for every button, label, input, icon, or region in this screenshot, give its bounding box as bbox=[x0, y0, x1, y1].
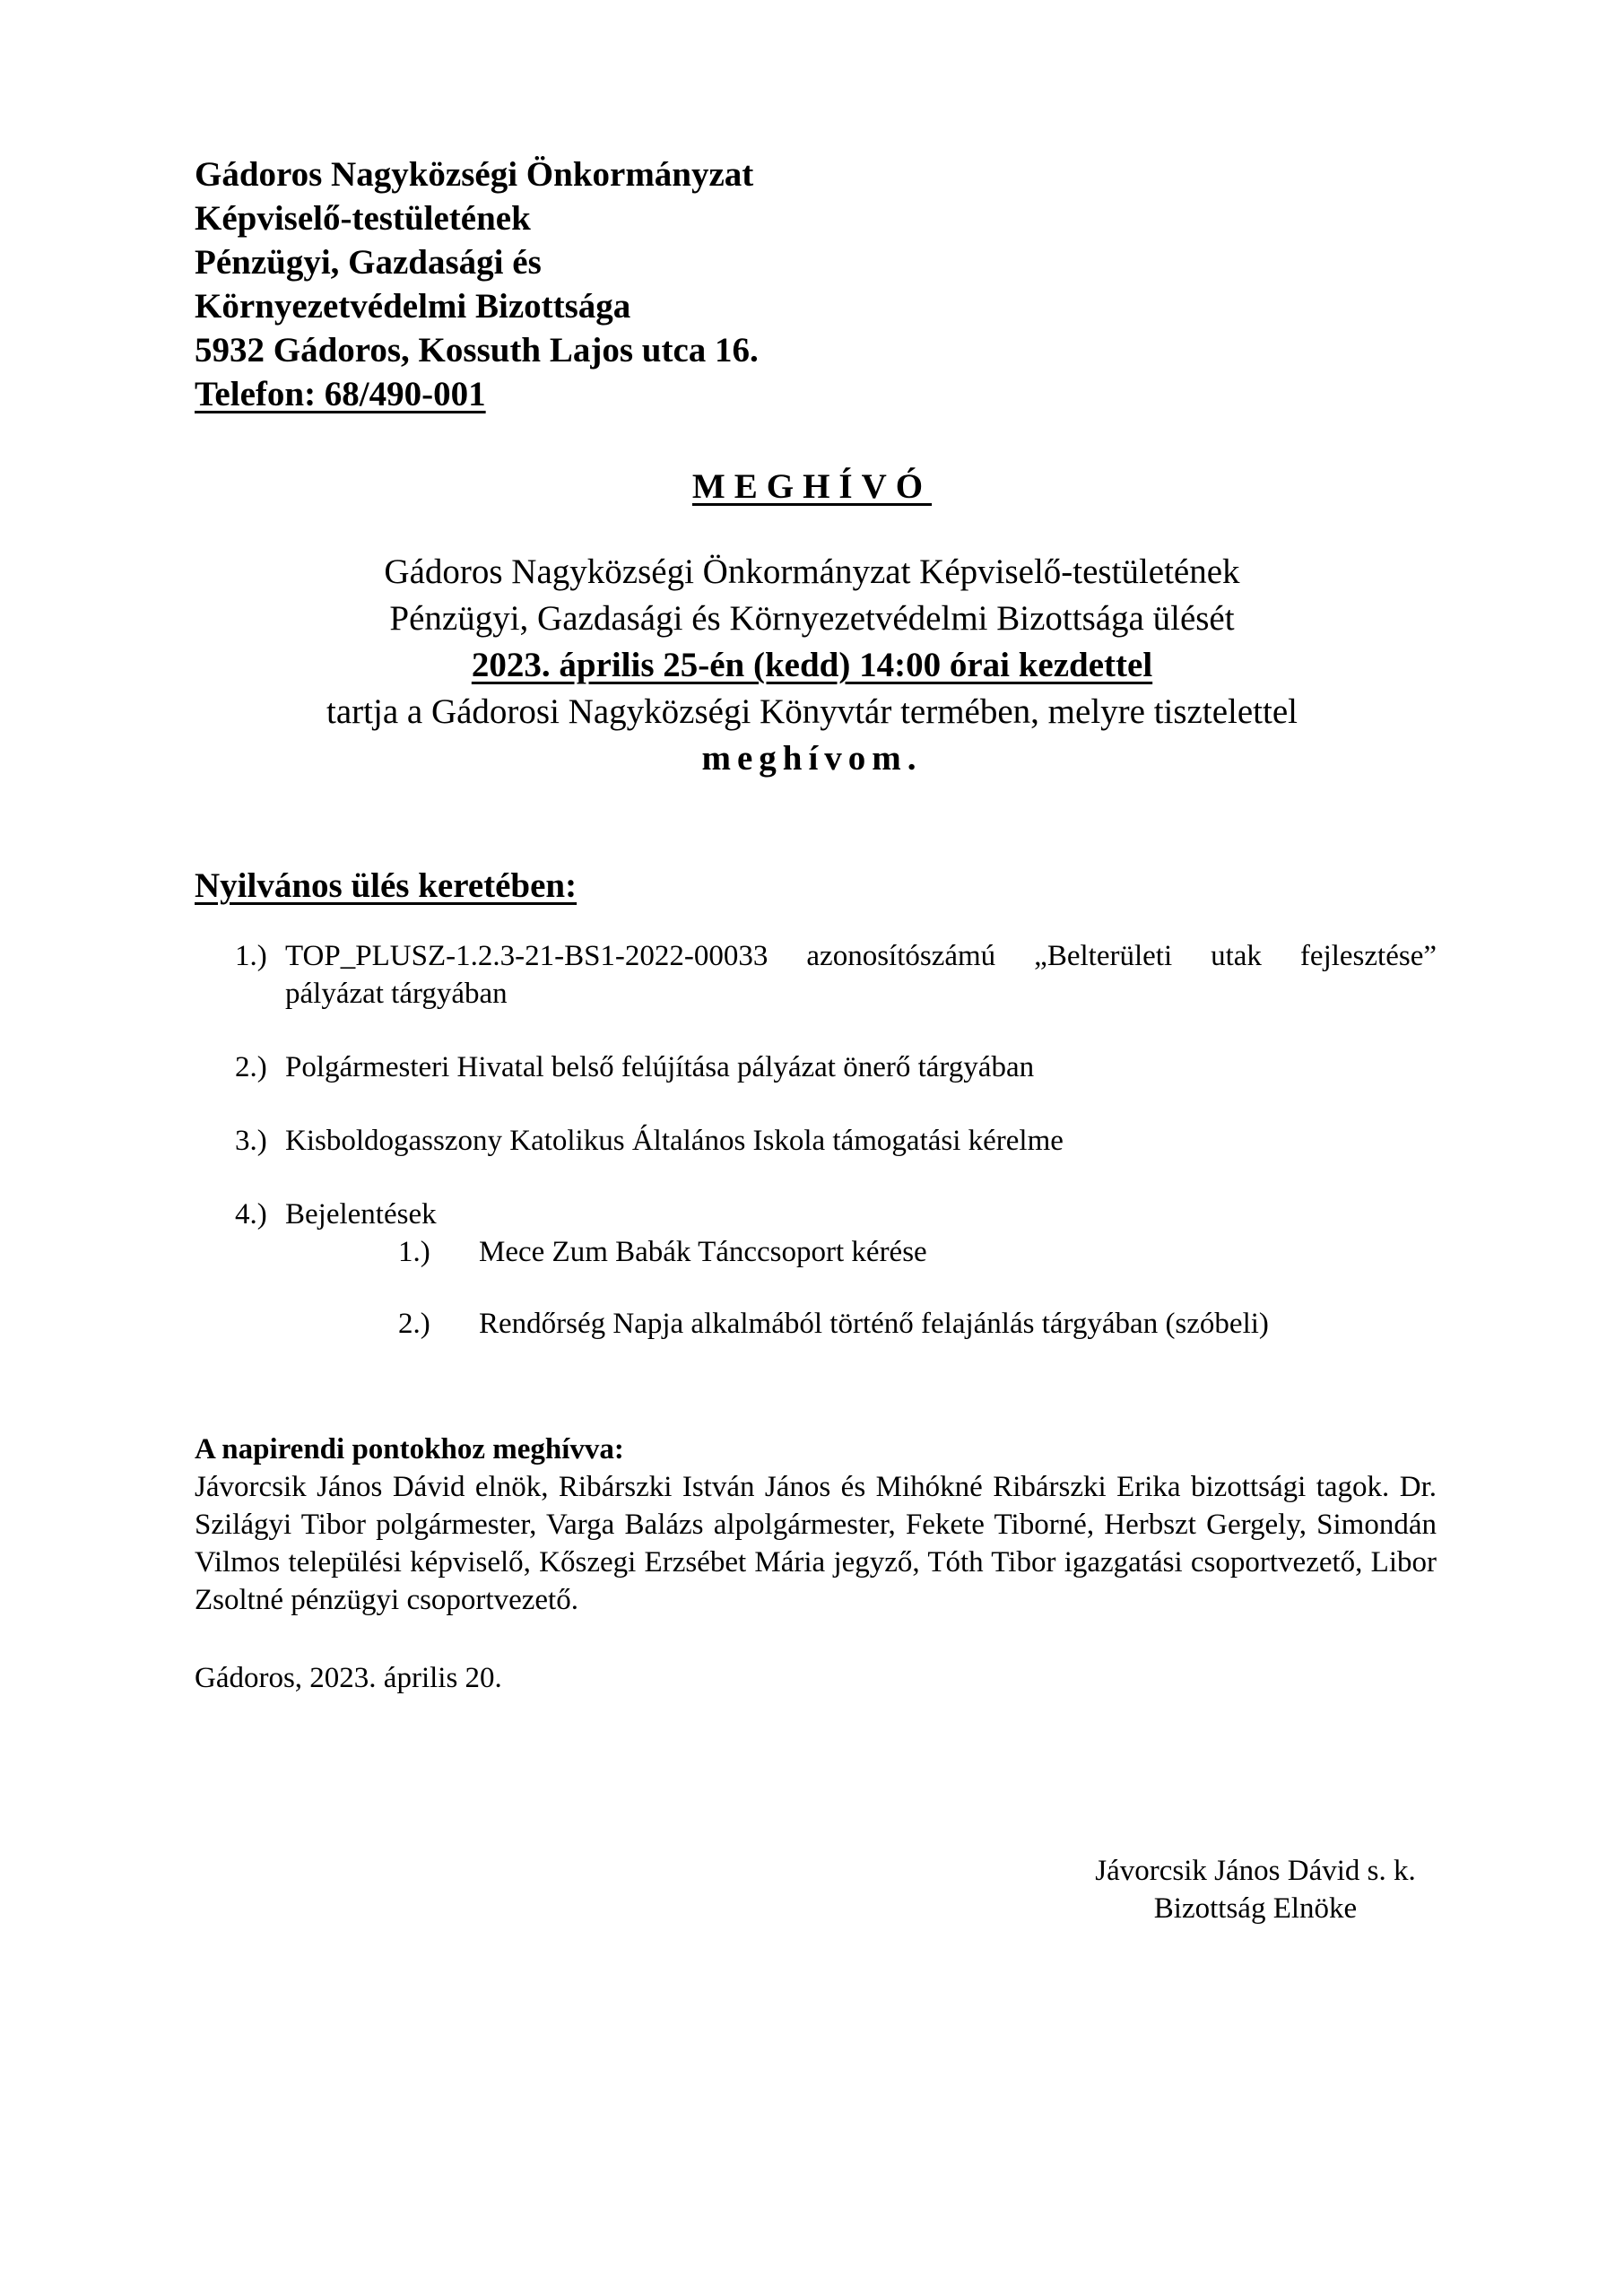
section-title: Nyilvános ülés keretében: bbox=[195, 866, 578, 905]
document-title: MEGHÍVÓ bbox=[691, 467, 933, 506]
meeting-date: 2023. április 25-én (kedd) 14:00 órai kezdettel bbox=[471, 646, 1153, 684]
signature-block bbox=[1022, 1852, 1489, 1927]
invitation-line-2: Pénzügyi, Gazdasági és Környezetvédelmi Bizottsága ülését bbox=[389, 599, 1235, 638]
agenda-item-number: 1.) bbox=[235, 940, 267, 972]
invitation-closing: meghívom. bbox=[701, 739, 923, 778]
sender-address: 5932 Gádoros, Kossuth Lajos utca 16. bbox=[195, 331, 759, 370]
agenda-item bbox=[235, 1196, 1437, 1343]
invited-list: Jávorcsik János Dávid elnök, Ribárszki István János és Mihókné Ribárszki Erika bizottsági tagok. Dr. Szilágyi Tibor polgármester, Varga Balázs alpolgármester, Fekete Tiborné, Herbszt Gergely, Simondán Vilmos települési képviselő, Kőszegi Erzsébet Mária jegyző, Tóth Tibor igazgatási csoportvezető, Libor Zsoltné pénzügyi csoportvezető. bbox=[195, 1471, 1437, 1616]
invitation-block bbox=[0, 549, 1624, 782]
signatory-name: Jávorcsik János Dávid s. k. bbox=[1095, 1855, 1416, 1887]
agenda-sub-item bbox=[398, 1305, 1437, 1343]
invited-heading: A napirendi pontokhoz meghívva: bbox=[195, 1433, 624, 1465]
agenda-item-number: 2.) bbox=[235, 1051, 267, 1083]
agenda-item bbox=[235, 1048, 1437, 1086]
agenda-item-number: 4.) bbox=[235, 1198, 267, 1231]
agenda-list bbox=[235, 937, 1437, 1343]
sender-block bbox=[195, 152, 759, 416]
agenda-sub-item-number: 1.) bbox=[398, 1236, 430, 1268]
agenda-sub-item bbox=[398, 1233, 1437, 1271]
agenda-item-text bbox=[285, 937, 1437, 1013]
agenda-sub-item-text: Rendőrség Napja alkalmából történő felajánlás tárgyában (szóbeli) bbox=[479, 1308, 1269, 1340]
sender-line-1: Gádoros Nagyközségi Önkormányzat bbox=[195, 155, 754, 194]
sender-line-3: Pénzügyi, Gazdasági és bbox=[195, 243, 542, 282]
sender-phone: Telefon: 68/490-001 bbox=[195, 375, 486, 413]
agenda-sub-item-number: 2.) bbox=[398, 1308, 430, 1340]
agenda-item-number: 3.) bbox=[235, 1125, 267, 1157]
agenda-item-line-2: pályázat tárgyában bbox=[285, 978, 508, 1010]
invited-block bbox=[195, 1431, 1437, 1619]
agenda-item-text: Polgármesteri Hivatal belső felújítása pályázat önerő tárgyában bbox=[285, 1051, 1035, 1083]
agenda-item-text: Bejelentések bbox=[285, 1198, 437, 1231]
agenda-sub-item-text: Mece Zum Babák Tánccsoport kérése bbox=[479, 1236, 927, 1268]
invitation-line-1: Gádoros Nagyközségi Önkormányzat Képviselő-testületének bbox=[384, 552, 1240, 591]
agenda-item-line-1: TOP_PLUSZ-1.2.3-21-BS1-2022-00033 azonosítószámú „Belterületi utak fejlesztése” bbox=[285, 940, 1437, 972]
place-date-line: Gádoros, 2023. április 20. bbox=[195, 1662, 502, 1694]
agenda-item bbox=[235, 937, 1437, 1013]
agenda-sub-list bbox=[235, 1233, 1437, 1343]
signatory-role: Bizottság Elnöke bbox=[1153, 1892, 1358, 1925]
agenda-item bbox=[235, 1122, 1437, 1160]
agenda-item-text: Kisboldogasszony Katolikus Általános Iskola támogatási kérelme bbox=[285, 1125, 1064, 1157]
document-title-wrap bbox=[0, 464, 1624, 510]
sender-line-2: Képviselő-testületének bbox=[195, 199, 531, 238]
sender-line-4: Környezetvédelmi Bizottsága bbox=[195, 287, 631, 326]
invitation-line-4: tartja a Gádorosi Nagyközségi Könyvtár termében, melyre tisztelettel bbox=[326, 692, 1298, 731]
